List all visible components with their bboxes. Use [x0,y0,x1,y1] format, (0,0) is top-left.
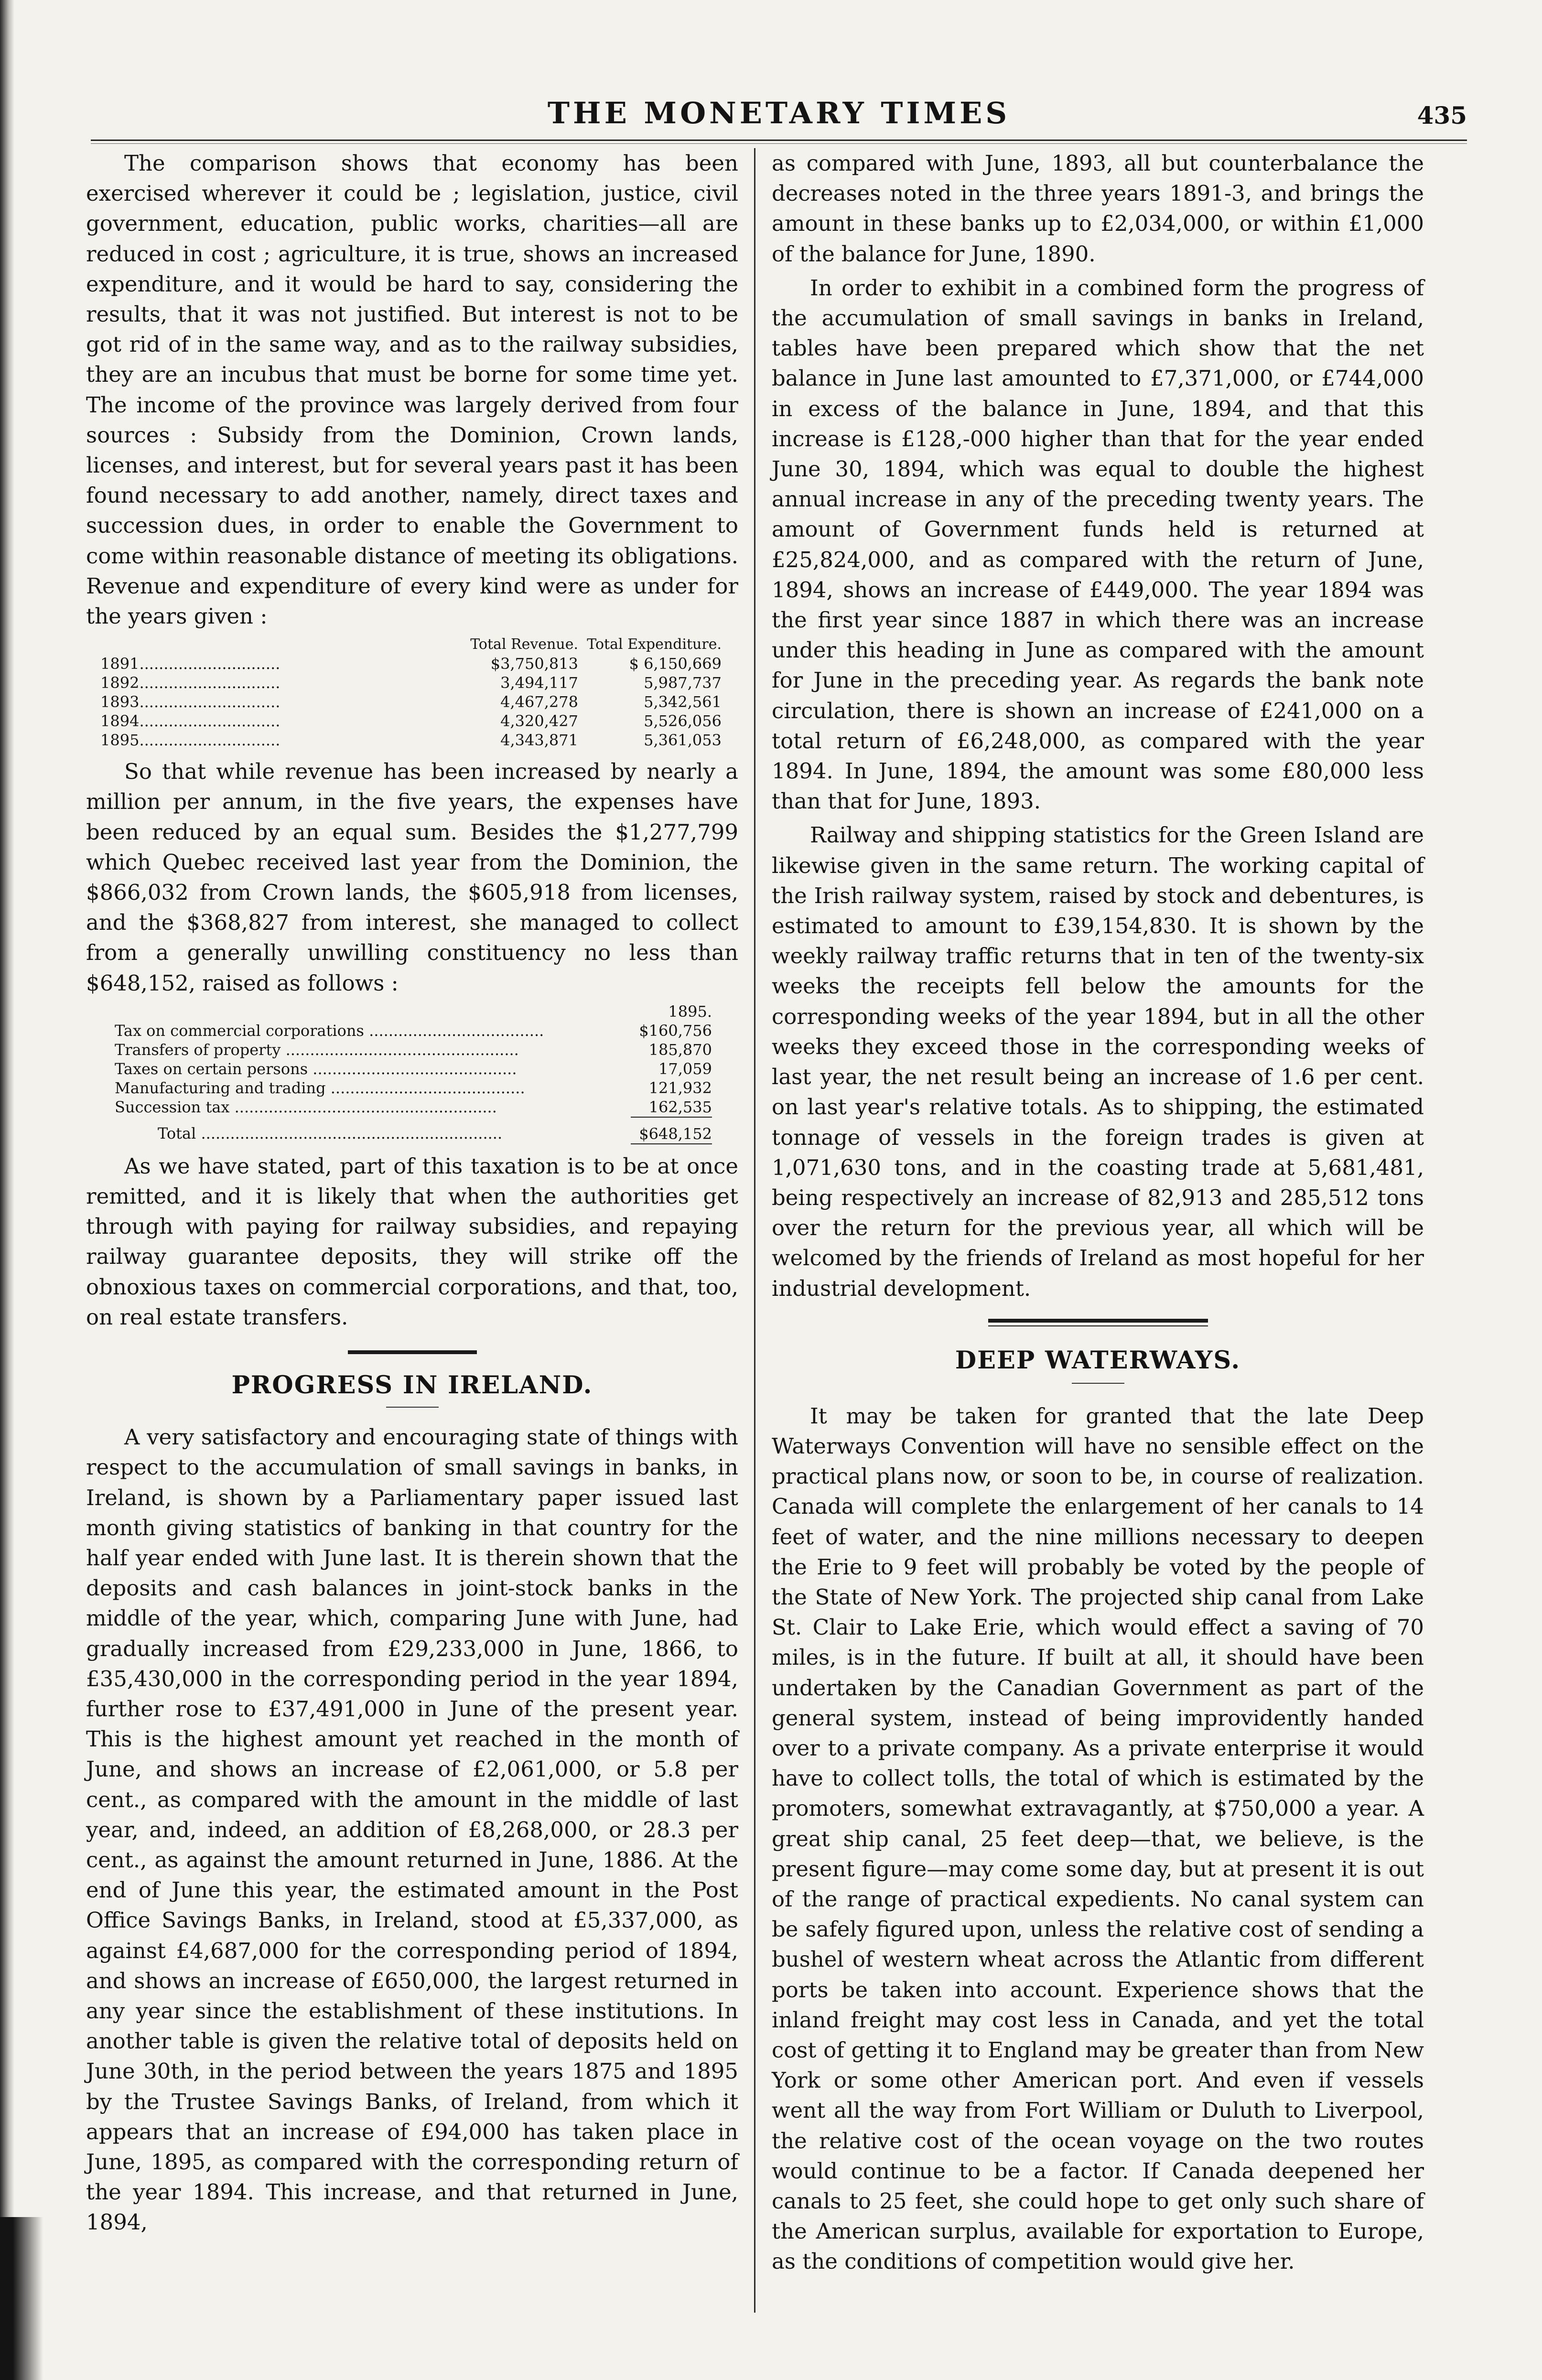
column-header-year: 1895. [668,1002,712,1021]
table-row [100,673,722,692]
total-value: $648,152 [631,1117,712,1144]
table-row [115,1078,712,1098]
taxation-table [115,1002,712,1144]
page-binding-edge [0,0,14,2380]
dot-leader: ........................................ [325,1078,525,1097]
dot-leader: ................................................ [280,1040,519,1059]
table-row [115,1098,712,1117]
dot-leader: ............................. [139,693,280,711]
section-heading: DEEP WATERWAYS. [955,1346,1241,1375]
row-revenue: 4,343,871 [500,731,578,750]
table-total-row [115,1117,712,1144]
table-row [115,1040,712,1059]
section-heading: PROGRESS IN IRELAND. [231,1371,593,1400]
table-row [100,731,722,750]
table-row [115,1059,712,1078]
row-value: 17,059 [658,1059,712,1078]
table-row [100,692,722,711]
row-year: 1891 [100,655,140,673]
row-year: 1894 [100,712,140,731]
right-column [772,148,1424,2281]
row-year: 1895 [100,731,140,750]
row-expenditure: 5,526,056 [644,712,722,731]
dot-leader: ............................. [139,712,280,731]
row-label: Taxes on certain persons [115,1059,308,1078]
article-paragraph: It may be taken for granted that the late Deep Waterways Convention will have no sensible effect on the practical plans now, or soon to be, in course of realization. Canada will complete the enlargement of her canals to 14 feet of water, and the nine millions necessary to deepen the Erie to 9 feet will probably be voted by the people of the State of New York. The projected ship canal from Lake St. Clair to Lake Erie, which would effect a saving of 70 miles, is in the future. If built at all, it should have been undertaken by the Canadian Government as part of the general system, instead of being improvidently handed over to a private company. As a private enterprise it would have to collect tolls, the total of which is estimated by the promoters, somewhat extravagantly, at $750,000 a year. A great ship canal, 25 feet deep—that, we believe, is the present figure—may come some day, but at present it is out of the range of practical expedients. No canal system can be safely figured upon, unless the relative cost of sending a bushel of western wheat across the Atlantic from different ports be taken into account. Experience shows that the inland freight may cost less in Canada, and yet the total cost of getting it to England may be greater than from New York or some other American port. And even if vessels went all the way from Fort William or Duluth to Liverpool, the relative cost of the ocean voyage on the two routes would continue to be a factor. If Canada deepened her canals to 25 feet, she could hope to get only such share of the American surplus, available for exportation to Europe, as the conditions of competition would give her. [772,1403,1424,2274]
article-paragraph: In order to exhibit in a combined form the progress of the accumulation of small savings in banks in Ireland, tables have been prepared which show that the net balance in June last amounted to £7,371,000, or £744,000 in excess of the balance in June, 1894, and that this increase is £128,-000 higher than that for the year ended June 30, 1894, which was equal to double the highest annual increase in any of the preceding twenty years. The amount of Government funds held is returned at £25,824,000, and as compared with the return of June, 1894, shows an increase of £449,000. The year 1894 was the first year since 1887 in which there was an increase under this heading in June as compared with the amount for June in the preceding year. As regards the bank note circulation, there is shown an increase of £241,000 on a total return of £6,248,000, as compared with the year 1894. In June, 1894, the amount was some £80,000 less than that for June, 1893. [772,275,1424,814]
row-expenditure: 5,987,737 [644,674,722,692]
column-header-expenditure: Total Expenditure. [587,636,722,653]
dot-leader: ............................. [139,674,280,692]
article-paragraph: Railway and shipping statistics for the Green Island are likewise given in the same return. The working capital of the Irish railway system, raised by stock and debentures, is estimated to amount to £39,154,830. It is shown by the weekly railway traffic returns that in ten of the twenty-six weeks the receipts fell below the amounts for the corresponding weeks of the year 1894, but in all the other weeks they exceed those in the corresponding weeks of last year, the net result being an increase of 1.6 per cent. on last year's relative totals. As to shipping, the estimated tonnage of vessels in the foreign trades is given at 1,071,630 tons, and in the coasting trade at 5,681,481, being respectively an increase of 82,913 and 285,512 tons over the return for the previous year, all which will be welcomed by the friends of Ireland as most hopeful for her industrial development. [772,822,1424,1301]
row-label: Manufacturing and trading [115,1078,326,1097]
dot-leader: .............................................................. [196,1124,503,1142]
row-revenue: 4,467,278 [500,693,578,711]
row-expenditure: 5,342,561 [644,693,722,711]
article-paragraph: So that while revenue has been increased by nearly a million per annum, in the five years, the expenses have been reduced by an equal sum. Besides the $1,277,799 which Quebec received last year from the Dominion, the $866,032 from Crown lands, the $605,918 from licenses, and the $368,827 from interest, she managed to collect from a generally unwilling constituency no less than $648,152, raised as follows : [86,759,738,996]
column-separator [754,148,755,2313]
row-revenue: $3,750,813 [490,655,578,673]
dot-leader: ............................. [139,655,280,673]
header-rule [91,140,1467,141]
row-label: Tax on commercial corporations [115,1021,364,1040]
header-rule-thin [91,143,1467,144]
dot-leader: .................................... [364,1021,544,1040]
row-label: Succession tax [115,1098,230,1116]
left-column [86,148,738,2241]
table-row [100,711,722,731]
row-revenue: 4,320,427 [500,712,578,731]
table-row [100,654,722,673]
article-paragraph: The comparison shows that economy has been exercised wherever it could be ; legislation, justice, civil government, education, public works, charities—all are reduced in cost ; agriculture, it is true, shows an increased expenditure, and it would be hard to say, considering the results, that it was not justified. But interest is not to be got rid of in the same way, and as to the railway subsidies, they are an incubus that must be borne for some time yet. The income of the province was largely derived from four sources : Subsidy from the Dominion, Crown lands, licenses, and interest, but for several years past it has been found necessary to add another, namely, direct taxes and succession dues, in order to enable the Government to come within reasonable distance of meeting its obligations. Revenue and expenditure of every kind were as under for the years given : [86,151,738,629]
table-header-row [100,635,722,654]
revenue-expenditure-table [100,635,722,750]
dot-leader: ...................................................... [229,1098,497,1116]
dot-leader: .......................................... [308,1059,517,1078]
section-divider [348,1350,477,1354]
total-label: Total [158,1124,196,1142]
row-revenue: 3,494,117 [500,674,578,692]
masthead-title: THE MONETARY TIMES [547,96,1011,130]
row-year: 1893 [100,693,140,711]
article-paragraph: As we have stated, part of this taxation is to be at once remitted, and it is likely that when the authorities get through with paying for railway subsidies, and repaying railway guarantee deposits, they will strike off the obnoxious taxes on commercial corporations, and that, too, on real estate transfers. [86,1153,738,1330]
row-value: 185,870 [648,1040,712,1059]
row-expenditure: $ 6,150,669 [629,655,722,673]
dot-leader: ............................. [139,731,280,750]
row-value: $160,756 [639,1021,712,1040]
page-number: 435 [1417,101,1467,129]
page-header [91,91,1467,134]
row-value: 162,535 [631,1098,712,1117]
article-paragraph: as compared with June, 1893, all but counterbalance the decreases noted in the three years 1891-3, and brings the amount in these banks up to £2,034,000, or within £1,000 of the balance for June, 1890. [772,151,1424,267]
article-paragraph: A very satisfactory and encouraging state of things with respect to the accumulation of small savings in banks, in Ireland, is shown by a Parliamentary paper issued last month giving statistics of banking in that country for the half year ended with June last. It is therein shown that the deposits and cash balances in joint-stock banks in the middle of the year, which, comparing June with June, had gradually increased from £29,233,000 in June, 1866, to £35,430,000 in the corresponding period in the year 1894, further rose to £37,491,000 in June of the present year. This is the highest amount yet reached in the month of June, and shows an increase of £2,061,000, or 5.8 per cent., as compared with the amount in the middle of last year, and, indeed, an addition of £8,268,000, or 28.3 per cent., as against the amount returned in June, 1886. At the end of June this year, the estimated amount in the Post Office Savings Banks, in Ireland, stood at £5,337,000, as against £4,687,000 for the corresponding period of 1894, and shows an increase of £650,000, the largest returned in any year since the establishment of these institutions. In another table is given the relative total of deposits held on June 30th, in the period between the years 1875 and 1895 by the Trustee Savings Banks, of Ireland, from which it appears that an increase of £94,000 has taken place in June, 1895, as compared with the corresponding return of the year 1894. This increase, and that returned in June, 1894, [86,1424,738,2235]
row-year: 1892 [100,674,140,692]
page-binding-shadow [0,2217,43,2380]
section-divider [988,1319,1208,1323]
row-label: Transfers of property [115,1040,281,1059]
column-header-revenue: Total Revenue. [470,636,578,653]
row-expenditure: 5,361,053 [644,731,722,750]
row-value: 121,932 [648,1078,712,1097]
table-row [115,1021,712,1040]
